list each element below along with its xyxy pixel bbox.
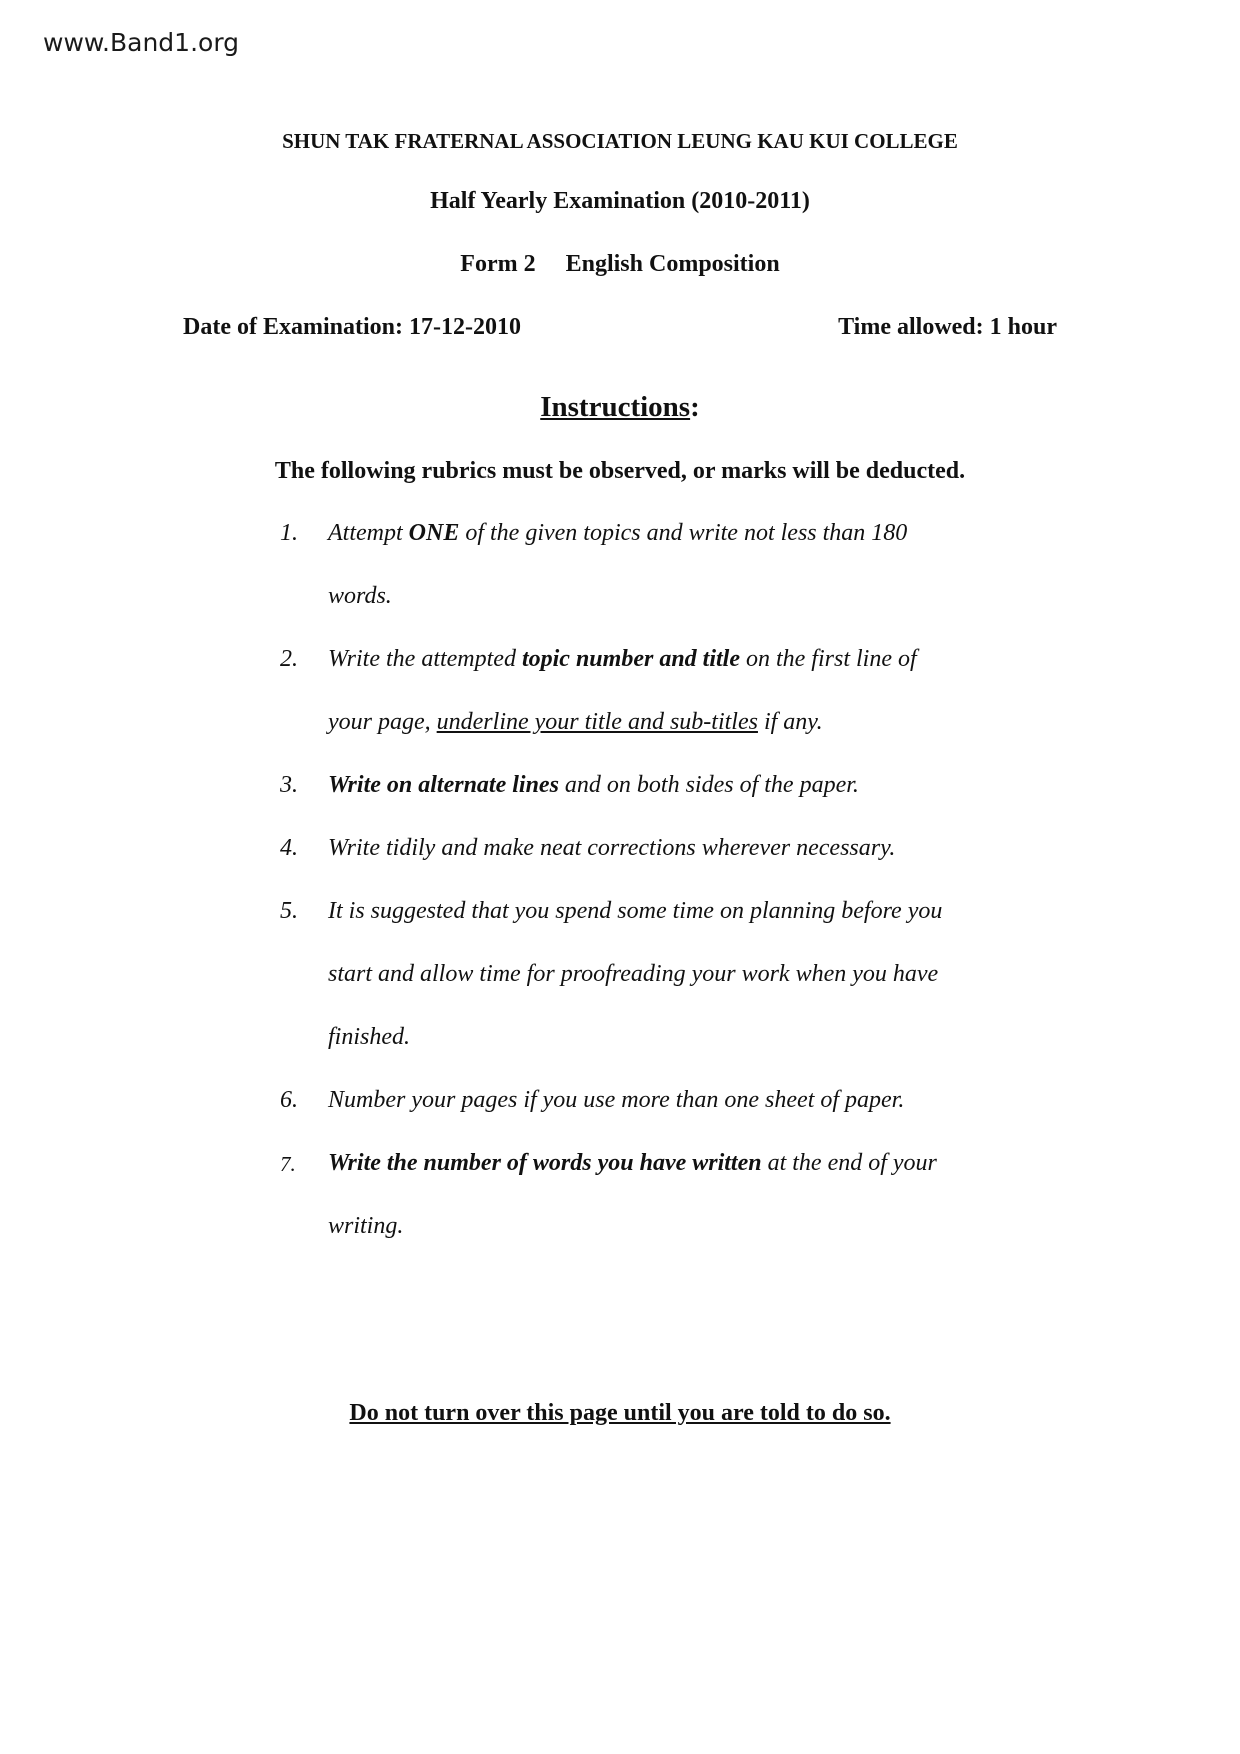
item-number: 4. — [280, 835, 298, 861]
list-item-line — [328, 1213, 403, 1240]
list-item-line — [328, 1087, 904, 1114]
item-underlined-text: underline your title and sub-titles — [436, 709, 758, 735]
item-text: at the end of your — [761, 1150, 937, 1176]
item-text: Attempt — [328, 520, 409, 546]
item-bold-text: topic number and title — [521, 646, 740, 672]
item-number: 2. — [280, 646, 298, 672]
item-number: 3. — [280, 772, 298, 798]
list-item-line — [328, 1150, 937, 1177]
item-number: 7. — [280, 1152, 296, 1176]
item-text: It is suggested that you spend some time on planning before you — [328, 898, 943, 924]
item-text: writing. — [328, 1213, 404, 1239]
list-item-line — [328, 1024, 410, 1051]
item-number: 6. — [280, 1087, 298, 1113]
item-text: words. — [328, 583, 392, 609]
rubrics-note: The following rubrics must be observed, or marks will be deducted. — [274, 458, 966, 484]
item-text: and on both sides of the paper. — [558, 772, 859, 798]
item-text: finished. — [328, 1024, 410, 1050]
item-bold-text: Write on alternate lines — [328, 772, 559, 798]
exam-title: Half Yearly Examination (2010-2011) — [430, 188, 810, 214]
list-item-line — [328, 772, 859, 799]
form-label: Form 2 — [460, 251, 536, 277]
instructions-heading-colon: : — [690, 391, 700, 423]
time-allowed: Time allowed: 1 hour — [838, 314, 1057, 340]
instructions-heading — [0, 391, 1240, 424]
item-number: 5. — [280, 898, 298, 924]
item-bold-text: Write the number of words you have written — [328, 1150, 762, 1176]
instructions-heading-text: Instructions — [540, 391, 691, 423]
item-text: Number your pages if you use more than one sheet of paper. — [328, 1087, 905, 1113]
item-text: start and allow time for proofreading your work when you have — [328, 961, 939, 987]
list-item-line — [328, 709, 823, 736]
subject-label: English Composition — [565, 251, 780, 277]
item-text: on the first line of — [739, 646, 917, 672]
item-text: Write tidily and make neat corrections wherever necessary. — [328, 835, 896, 861]
item-text: of the given topics and write not less than 180 — [459, 520, 908, 546]
list-item-line — [328, 961, 938, 988]
exam-date: Date of Examination: 17-12-2010 — [183, 314, 521, 340]
list-item-line — [328, 583, 392, 610]
list-item-line — [328, 898, 942, 925]
item-bold-text: ONE — [408, 520, 460, 546]
item-text: if any. — [757, 709, 823, 735]
subject-line — [0, 251, 1240, 278]
list-item-line — [328, 520, 907, 547]
school-name: SHUN TAK FRATERNAL ASSOCIATION LEUNG KAU KUI COLLEGE — [282, 129, 958, 153]
footer-note: Do not turn over this page until you are told to do so. — [349, 1400, 891, 1426]
list-item-line — [328, 646, 917, 673]
item-number: 1. — [280, 520, 298, 546]
watermark: www.Band1.org — [43, 28, 240, 57]
item-text: Write the attempted — [328, 646, 522, 672]
item-text: your page, — [328, 709, 437, 735]
list-item-line — [328, 835, 895, 862]
